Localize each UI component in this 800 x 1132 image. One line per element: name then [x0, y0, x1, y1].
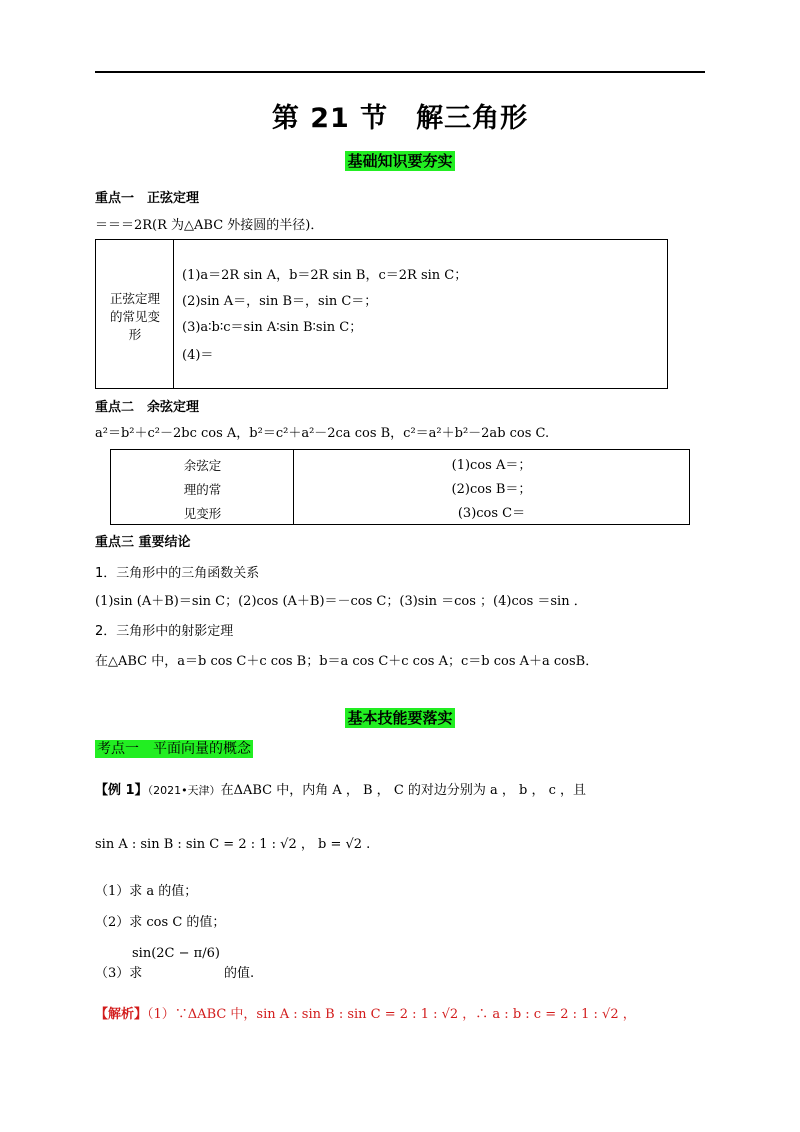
- question-2: （2）求 cos C 的值；: [95, 915, 226, 930]
- cosine-label-line-2: 理的常: [183, 482, 222, 497]
- cosine-table-rows: [294, 454, 689, 526]
- page-title: 第 21 节 解三角形: [271, 103, 529, 134]
- sine-row-4: (4)＝: [182, 348, 214, 363]
- key3-heading: 重点三 重要结论: [95, 535, 191, 550]
- cosine-law-table: [110, 449, 690, 525]
- cosine-label-line-3: 见变形: [183, 506, 222, 521]
- cosine-table-label-cell: [111, 450, 294, 524]
- question-3-post: 的值.: [224, 966, 255, 981]
- sine-row-2: (2)sin A＝，sin B＝，sin C＝；: [182, 294, 378, 309]
- sine-label-line-3: 形: [128, 327, 142, 342]
- section-heading-skills: [0, 707, 800, 728]
- example-stem: 在ΔABC 中，内角 A ， B ， C 的对边分别为 a ， b ， c ，且: [220, 783, 587, 798]
- header-rule: [95, 71, 705, 73]
- sine-row-3: (3)a∶b∶c＝sin A∶sin B∶sin C；: [182, 320, 363, 335]
- sine-label-line-1: 正弦定理: [109, 291, 160, 306]
- key3-item2: 2．三角形中的射影定理: [95, 624, 234, 639]
- sine-law-table: [95, 239, 668, 389]
- key2-heading: 重点二 余弦定理: [95, 400, 200, 415]
- key3-item1: 1．三角形中的三角函数关系: [95, 566, 260, 581]
- section-basics-label: 基础知识要夯实: [347, 152, 453, 170]
- example-stem-line: [95, 779, 586, 798]
- sine-table-label-cell: [96, 240, 174, 388]
- sine-row-1: (1)a＝2R sin A，b＝2R sin B，c＝2R sin C；: [182, 268, 468, 283]
- example-label: 【例 1】: [95, 783, 148, 798]
- sine-table-label: [96, 290, 174, 344]
- topic-heading: [95, 738, 253, 758]
- cosine-row-2: (2)cos B＝；: [451, 482, 532, 497]
- topic-label: 考点一 平面向量的概念: [97, 741, 251, 757]
- solution-line: [95, 1003, 636, 1022]
- section-heading-basics: [0, 150, 800, 171]
- solution-label: 【解析】: [95, 1007, 148, 1022]
- cosine-label-line-1: 余弦定: [183, 458, 222, 473]
- key1-heading: 重点一 正弦定理: [95, 191, 200, 206]
- question-3-pre: （3）求: [95, 966, 143, 981]
- cosine-row-3: (3)cos C＝: [457, 506, 526, 521]
- section-skills-label: 基本技能要落实: [347, 709, 453, 727]
- example-source: （2021•天津）: [147, 784, 221, 797]
- key2-formula: a²＝b²＋c²－2bc cos A，b²＝c²＋a²－2ca cos B，c²＝a²＋b²－2ab cos C.: [95, 426, 550, 441]
- example-condition: sin A : sin B : sin C = 2 : 1 : √2 ， b = √2 .: [95, 837, 371, 852]
- sine-label-line-2: 的常见变: [109, 309, 160, 324]
- cosine-row-1: (1)cos A＝；: [451, 458, 532, 473]
- key3-item1-formula: (1)sin (A＋B)＝sin C；(2)cos (A＋B)＝－cos C；(3)sin ＝cos ；(4)cos ＝sin ．: [95, 594, 587, 609]
- question-1: （1）求 a 的值；: [95, 884, 198, 899]
- cosine-table-label: [111, 454, 294, 526]
- question-3-expression: sin(2C − π/6): [132, 946, 220, 961]
- key3-item2-formula: 在△ABC 中，a＝b cos C＋c cos B；b＝a cos C＋c cos A；c＝b cos A＋a cosB．: [95, 654, 599, 669]
- solution-text: （1）∵ΔABC 中，sin A : sin B : sin C = 2 : 1 : √2 ，∴ a : b : c = 2 : 1 : √2 ，: [147, 1007, 636, 1022]
- key1-formula: ＝＝＝2R(R 为△ABC 外接圆的半径)．: [95, 218, 324, 233]
